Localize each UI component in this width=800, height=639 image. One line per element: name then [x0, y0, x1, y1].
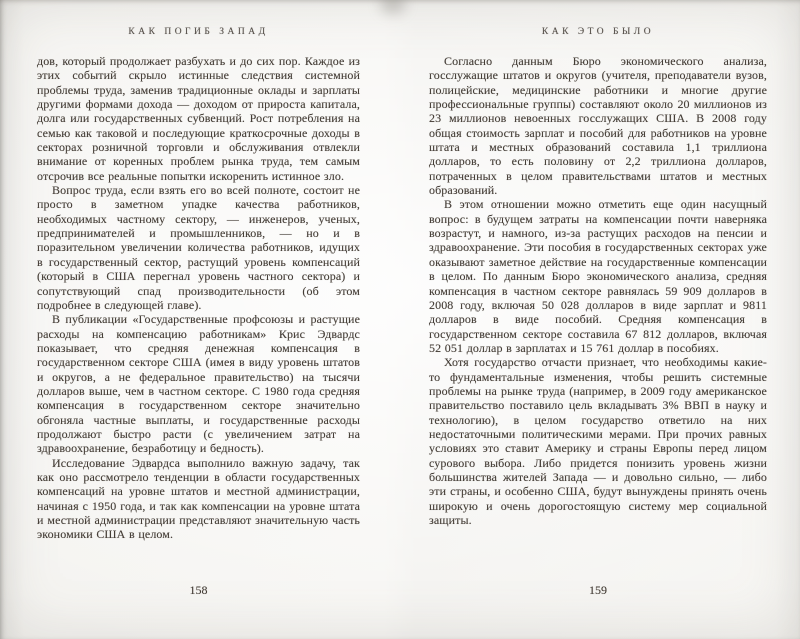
- text-block-left: [37, 54, 360, 542]
- body-paragraph: В публикации «Государственные профсоюзы и растущие расходы на компенсацию работникам» Крис Эдвардс показывает, что средняя денежная компенсация в государственном секторе США (имея в виду уровень штатов и округов, а не федеральное правительство) на тысячи долларов выше, чем в частном секторе. С 1980 года средняя компенсация в государственном секторе значительно обгоняла частные выплаты, и государственные расходы продолжают быстро расти (с увеличением затрат на здравоохранение, безработицу и бедность).: [37, 312, 360, 456]
- body-paragraph: Согласно данным Бюро экономического анализа, госслужащие штатов и округов (учителя, преподаватели вузов, полицейские, медицинские работники и многие другие профессиональные группы) составляют около 20 миллионов из 23 миллионов невоенных госслужащих США. В 2008 году общая стоимость зарплат и пособий для работников на уровне штата и местных образований составила 1,1 триллиона долларов, то есть половину от 2,2 триллиона долларов, потраченных в целом правительствами штатов и местных образований.: [429, 54, 767, 198]
- running-header-left: КАК ПОГИБ ЗАПАД: [128, 27, 269, 37]
- running-header-right: КАК ЭТО БЫЛО: [541, 27, 655, 37]
- body-paragraph: В этом отношении можно отметить еще один насущный вопрос: в будущем затраты на компенсации почти наверняка возрастут, и намного, из-за растущих расходов на пенсии и здравоохранение. Эти пособия в государственных секторах уже оказывают заметное действие на государственные компенсации в целом. По данным Бюро экономического анализа, средняя компенсация в частном секторе равнялась 59 909 долларов в 2008 году, включая 50 028 долларов в виде зарплат и 9811 долларов в виде пособий. Средняя компенсация в государственном секторе составила 67 812 долларов, включая 52 051 доллар в зарплатах и 15 761 доллар в пособиях.: [429, 197, 767, 355]
- page-number-right: 159: [589, 583, 607, 597]
- body-paragraph: Исследование Эдвардса выполнило важную задачу, так как оно рассмотрело тенденции в области государственных компенсаций на уровне штатов и местной администрации, начиная с 1950 года, и так как компенсации на уровне штата и местной администрации представляют значительную часть экономики США в целом.: [37, 455, 360, 542]
- body-paragraph: Вопрос труда, если взять его во всей полноте, состоит не просто в заметном упадке качества работников, необходимых частному сектору, — инженеров, ученых, предпринимателей и промышленников, — но и в поразительном увеличении количества работников, идущих в государственный сектор, растущий уровень компенсаций (который в США перегнал уровень частного сектора) и сопутствующий спад производительности (об этом подробнее в следующей главе).: [37, 183, 360, 312]
- body-paragraph: Хотя государство отчасти признает, что необходимы какие-то фундаментальные изменения, чтобы решить системные проблемы на рынке труда (например, в 2009 году американское правительство поставило цель вкладывать 3% ВВП в науку и технологию), в целом государство ответило на них недостаточными политическими мерами. При прочих равных условиях это ставит Америку и страны Европы перед лицом сурового выбора. Либо придется понизить уровень жизни большинства жителей Запада — и довольно сильно, — либо эти страны, и особенно США, будут вынуждены принять очень широкую и очень дорогостоящую систему мер социальной защиты.: [429, 355, 767, 527]
- body-paragraph: дов, который продолжает разбухать и до сих пор. Каждое из этих событий скрыло истинные следствия системной проблемы труда, заменив традиционные оклады и зарплаты другими формами дохода — доходом от прироста капитала, долга или государственных субвенций. Рост потребления на семью как таковой и последующие краткосрочные доходы в секторах розничной торговли и обслуживания отвлекли внимание от коренных проблем рынка труда, тем самым отсрочив все реальные попытки искоренить истинное зло.: [37, 54, 360, 183]
- page-number-left: 158: [189, 583, 208, 597]
- scan-smudge: [380, 0, 406, 14]
- page-left: [37, 0, 360, 639]
- page-right: [429, 0, 767, 639]
- text-block-right: [429, 54, 767, 527]
